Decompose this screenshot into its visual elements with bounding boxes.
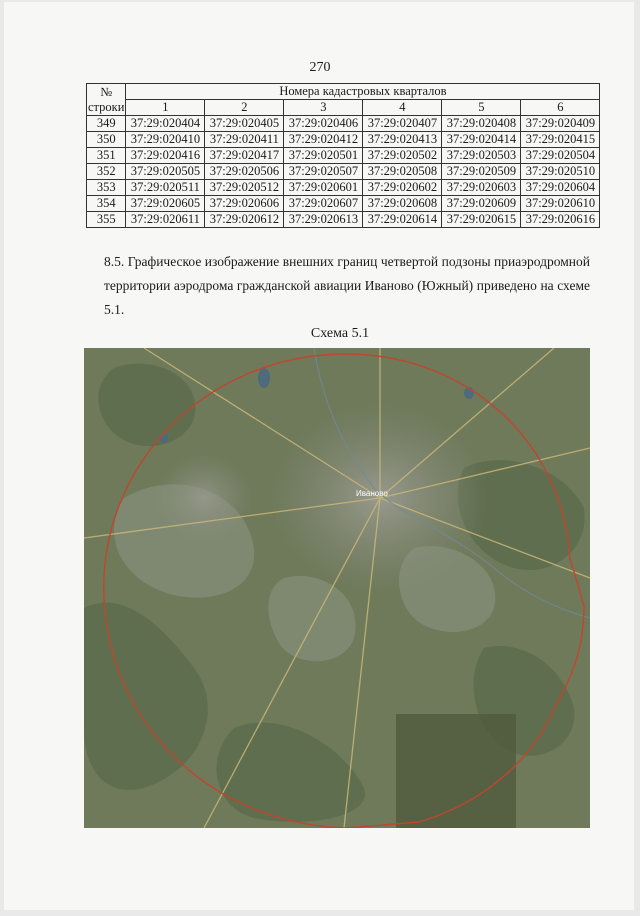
cadastral-number-cell: 37:29:020615 <box>442 212 521 228</box>
cadastral-number-cell: 37:29:020512 <box>205 180 284 196</box>
column-number-2: 2 <box>205 100 284 116</box>
cadastral-number-cell: 37:29:020415 <box>521 132 600 148</box>
forest-tile <box>396 714 516 828</box>
cadastral-number-cell: 37:29:020509 <box>442 164 521 180</box>
cadastral-number-cell: 37:29:020614 <box>363 212 442 228</box>
column-number-4: 4 <box>363 100 442 116</box>
cadastral-group-header: Номера кадастровых кварталов <box>126 84 600 100</box>
row-number: 349 <box>87 116 126 132</box>
cadastral-number-cell: 37:29:020408 <box>442 116 521 132</box>
column-number-6: 6 <box>521 100 600 116</box>
cadastral-number-cell: 37:29:020603 <box>442 180 521 196</box>
city-label: Иваново <box>356 489 388 498</box>
row-number: 352 <box>87 164 126 180</box>
cadastral-number-cell: 37:29:020506 <box>205 164 284 180</box>
cadastral-number-cell: 37:29:020410 <box>126 132 205 148</box>
cadastral-number-cell: 37:29:020503 <box>442 148 521 164</box>
cadastral-number-cell: 37:29:020412 <box>284 132 363 148</box>
cadastral-number-cell: 37:29:020604 <box>521 180 600 196</box>
cadastral-number-cell: 37:29:020510 <box>521 164 600 180</box>
cadastral-number-cell: 37:29:020416 <box>126 148 205 164</box>
table-row <box>87 196 600 212</box>
table-row <box>87 116 600 132</box>
table-row <box>87 164 600 180</box>
cadastral-number-cell: 37:29:020610 <box>521 196 600 212</box>
cadastral-table <box>86 83 600 228</box>
scheme-caption: Схема 5.1 <box>310 326 370 341</box>
scheme-map <box>84 348 590 828</box>
cadastral-number-cell: 37:29:020413 <box>363 132 442 148</box>
cadastral-number-cell: 37:29:020612 <box>205 212 284 228</box>
section-paragraph: 8.5. Графическое изображение внешних границ четвертой подзоны приаэродромной территории аэродрома гражданской авиации Иваново (Южный) приведено на схеме 5.1. <box>104 254 590 317</box>
column-number-5: 5 <box>442 100 521 116</box>
cadastral-number-cell: 37:29:020406 <box>284 116 363 132</box>
cadastral-number-cell: 37:29:020504 <box>521 148 600 164</box>
cadastral-number-cell: 37:29:020507 <box>284 164 363 180</box>
cadastral-number-cell: 37:29:020616 <box>521 212 600 228</box>
row-number-header: № строки <box>88 84 125 114</box>
page-number: 270 <box>309 60 331 75</box>
cadastral-number-cell: 37:29:020407 <box>363 116 442 132</box>
cadastral-number-cell: 37:29:020607 <box>284 196 363 212</box>
cadastral-number-cell: 37:29:020601 <box>284 180 363 196</box>
cadastral-number-cell: 37:29:020606 <box>205 196 284 212</box>
cadastral-number-cell: 37:29:020613 <box>284 212 363 228</box>
cadastral-number-cell: 37:29:020508 <box>363 164 442 180</box>
urban-area-west <box>154 453 254 543</box>
cadastral-number-cell: 37:29:020505 <box>126 164 205 180</box>
row-number: 353 <box>87 180 126 196</box>
cadastral-number-cell: 37:29:020502 <box>363 148 442 164</box>
row-number: 351 <box>87 148 126 164</box>
row-number: 350 <box>87 132 126 148</box>
cadastral-number-cell: 37:29:020405 <box>205 116 284 132</box>
cadastral-number-cell: 37:29:020501 <box>284 148 363 164</box>
cadastral-number-cell: 37:29:020414 <box>442 132 521 148</box>
column-number-3: 3 <box>284 100 363 116</box>
cadastral-number-cell: 37:29:020417 <box>205 148 284 164</box>
cadastral-number-cell: 37:29:020609 <box>442 196 521 212</box>
column-number-1: 1 <box>126 100 205 116</box>
table-row <box>87 212 600 228</box>
table-row <box>87 132 600 148</box>
row-number: 355 <box>87 212 126 228</box>
cadastral-number-cell: 37:29:020605 <box>126 196 205 212</box>
cadastral-number-cell: 37:29:020511 <box>126 180 205 196</box>
cadastral-number-cell: 37:29:020404 <box>126 116 205 132</box>
cadastral-number-cell: 37:29:020608 <box>363 196 442 212</box>
cadastral-number-cell: 37:29:020409 <box>521 116 600 132</box>
cadastral-number-cell: 37:29:020602 <box>363 180 442 196</box>
table-row <box>87 148 600 164</box>
row-number: 354 <box>87 196 126 212</box>
map-image <box>84 348 590 828</box>
cadastral-number-cell: 37:29:020411 <box>205 132 284 148</box>
table-row <box>87 180 600 196</box>
cadastral-number-cell: 37:29:020611 <box>126 212 205 228</box>
